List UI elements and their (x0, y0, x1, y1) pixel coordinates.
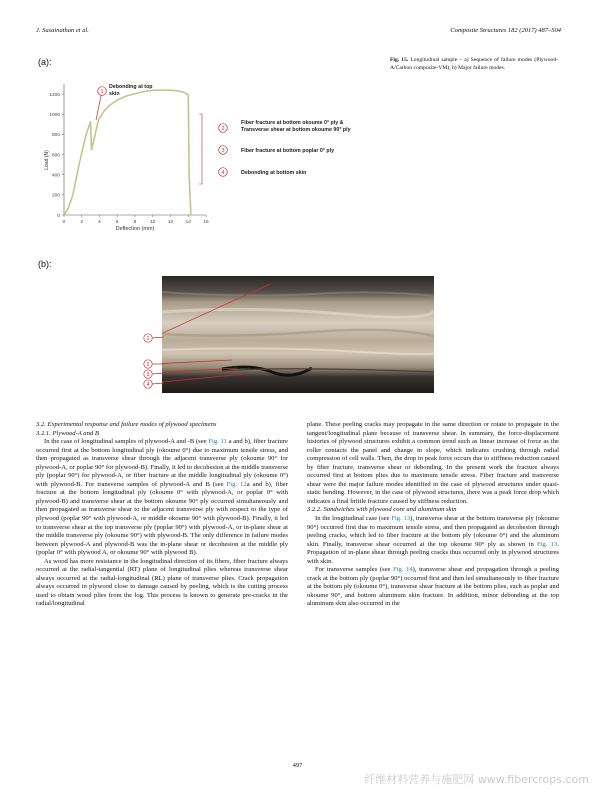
x-axis-ticks (63, 215, 209, 225)
right-p2-text-c: . Propagation of in-plane shear through peeling cracks thus occurred only in plywood structures with skin. (307, 540, 559, 565)
ref-fig-14[interactable]: Fig. 14 (393, 566, 413, 574)
y-tick-label: 600 (51, 153, 60, 159)
right-text-column (307, 421, 559, 609)
running-header-authors: J. Susainathan et al. (36, 27, 89, 34)
running-header-journal: Composite Structures 182 (2017) 487–504 (450, 27, 561, 34)
left-p1-text-b: a and b), fiber fracture occurred first at the bottom longitudinal ply (okoume 0°) due to maximum tensile stress, and then propagated as transverse shear through the adjacent transverse ply (okoume 90° for plywood-A, or poplar 90° for plywood-B). Finally, it led to decohesion at the middle transverse ply (poplar 90°) for plywood-A, or fiber fracture at the middle longitudinal ply (okoume 0°) with plywood-B. For transverse samples of plywood-A and B (see (36, 438, 288, 488)
x-tick-label: 0 (62, 220, 66, 225)
drop-bracket (199, 114, 202, 184)
right-p3-text-b: ), transverse shear and propagation through a peeling crack at the bottom ply (poplar 90°) occurred first and then led simultaneously to fiber fracture at the bottom ply (okoume 0°), transverse shear fracture at the bottom plies, such as poplar and okoume 90°, and bottom aluminum skin fracture. In addition, minor debonding at the top aluminum skin also occurred in the (307, 566, 560, 608)
left-text-column (36, 421, 288, 609)
right-paragraph-2 (307, 515, 559, 566)
y-tick-label: 200 (51, 193, 60, 199)
right-paragraph-1: plane. These peeling cracks may propagate in the same direction or rotate to propagate in the tangent/longitudinal plane because of transverse shear. In summary, the force-displacement histories of plywood structures exhibit a common trend such as linear increase of force as the roller contacts the panel and change in slope, which indicates crushing through radial compression of cell walls. Then, the drop in peak force occurs due to stiffness reduction caused by fiber fracture, transverse shear or debonding. In the present work the fracture always occurred first at bottom plies due to maximum tensile stress. Fiber fracture and transverse shear were the major failure modes identified in the case of plywood structures under quasi-static bending. However, in the case of plywood structures, there was a peak force drop which indicates a final brittle fracture caused by stiffness reduction. (307, 421, 559, 505)
page-number: 497 (292, 762, 303, 769)
left-p1-text-c: a and b), fiber fracture at the bottom longitudinal ply (okoume 0° with plywood-A, or poplar 0° with plywood-B) and transverse shear at the bottom okoume 90° ply occurred simultaneously and then propagated as transverse shear to the adjacent transverse ply with respect to the type of plywood (poplar 90° with plywood-A, or middle okoume 90° with plywood-B). Finally, it led to transverse shear at the top transverse ply (poplar 90°) with plywood-A, or in-plane shear at the middle transverse ply (okoume 90°) with plywood-B. The only difference in failure modes between plywood-A and plywood-B was the in-plane shear or decohesion at the middle ply (poplar 0° with plywood A, or okoume 90° with plywood B). (36, 480, 289, 557)
subsection-heading-1: 3.2.1. Plywood-A and B (36, 429, 99, 437)
ref-fig-13-a[interactable]: Fig. 13 (391, 515, 411, 523)
y-axis-label: Load (N) (44, 150, 50, 170)
right-p2-text-b: ), transverse shear at the bottom transverse ply (okoume 90°) occurred first due to maximum tensile stress, and then propagated as decohesion through peeling cracks, which led to fiber fracture at the bottom ply (okoume 0°) and the aluminum skin. Finally, transverse shear occurred at the top okoume 90° ply as shown in (307, 515, 560, 548)
specimen-photo-image (162, 276, 434, 393)
x-tick-label: 2 (80, 220, 84, 225)
subsection-heading-2: 3.2.2. Sandwiches with plywood core and aluminum skin (307, 506, 457, 514)
specimen-photo (162, 276, 434, 393)
callout-2-number: 2 (221, 126, 225, 132)
callout-1-number: 1 (100, 89, 104, 95)
photo-marker-column (140, 276, 164, 393)
figure-panel-a-label: (a): (38, 57, 52, 67)
y-tick-label: 1200 (49, 92, 60, 98)
photo-marker-2: 2 (146, 362, 150, 368)
x-tick-label: 16 (203, 220, 209, 225)
photo-marker-1: 1 (146, 336, 150, 342)
y-tick-label: 400 (51, 173, 60, 179)
x-tick-label: 10 (150, 220, 156, 225)
y-axis-ticks (49, 92, 64, 219)
callout-4-number: 4 (221, 170, 225, 176)
ref-fig-13-b[interactable]: Fig. 13 (537, 540, 558, 548)
callout-1-text-line1: Debonding at top (109, 84, 153, 90)
legend-2-text-line2: Transverse shear at bottom okoume 90° ply (241, 127, 351, 133)
left-paragraph-1 (36, 438, 288, 558)
watermark: 纤维材料营养与施肥网 www.fibercrops.com (364, 773, 589, 786)
load-deflection-chart (34, 72, 414, 244)
right-p3-text-a: For transverse samples (see (315, 566, 394, 574)
callout-1-text-line2: skin (109, 91, 120, 97)
x-tick-label: 4 (98, 220, 101, 225)
ref-fig-12[interactable]: Fig. 12 (226, 480, 247, 488)
y-tick-label: 1000 (49, 113, 60, 119)
figure-panel-b-label: (b): (38, 259, 52, 269)
caption-text: Longitudinal sample – a) Sequence of failure modes (Plywood-A/Carbon composite-VM), b) Major failure modes. (390, 57, 558, 71)
left-paragraph-2: As wood has more resistance in the longitudinal direction of its fibers, fiber fracture always occurred at the radial-tangential (RT) plane of longitudinal plies whereas transverse shear always occurred at the radial-longitudinal (RL) plane of transverse plies. Crack propagation always occurred in plywood close to damage caused by peeling, which is the cutting process used to obtain wood plies from the log. This process is known to generate pre-cracks in the radial/longitudinal (36, 557, 288, 608)
x-tick-label: 12 (167, 220, 174, 225)
load-curve (64, 90, 191, 215)
x-tick-label: 14 (185, 220, 191, 225)
figure-caption (390, 56, 558, 72)
photo-marker-4: 4 (146, 382, 150, 388)
ref-fig-11[interactable]: Fig. 11 (208, 438, 227, 446)
y-tick-label: 800 (51, 133, 60, 139)
right-paragraph-3 (307, 566, 559, 609)
x-axis-label: Deflection (mm) (115, 226, 155, 232)
legend-2-text-line1: Fiber fracture at bottom okoume 0° ply & (241, 120, 344, 126)
photo-marker-3: 3 (146, 372, 150, 378)
legend-4-text: Debonding at bottom skin (241, 170, 307, 176)
legend-3-text: Fiber fracture at bottom poplar 0° ply (241, 148, 335, 154)
callout-3-number: 3 (221, 148, 225, 154)
right-p2-text-a: In the longitudinal case (see (315, 515, 392, 523)
x-tick-label: 6 (115, 220, 119, 225)
x-tick-label: 8 (133, 220, 137, 225)
y-tick-label: 0 (57, 213, 60, 219)
left-p1-text-a: In the case of longitudinal samples of plywood-A and -B (see (44, 438, 209, 446)
section-heading: 3.2. Experimental response and failure modes of plywood specimens (36, 421, 217, 428)
caption-figure-number: Fig. 15. (390, 57, 409, 63)
